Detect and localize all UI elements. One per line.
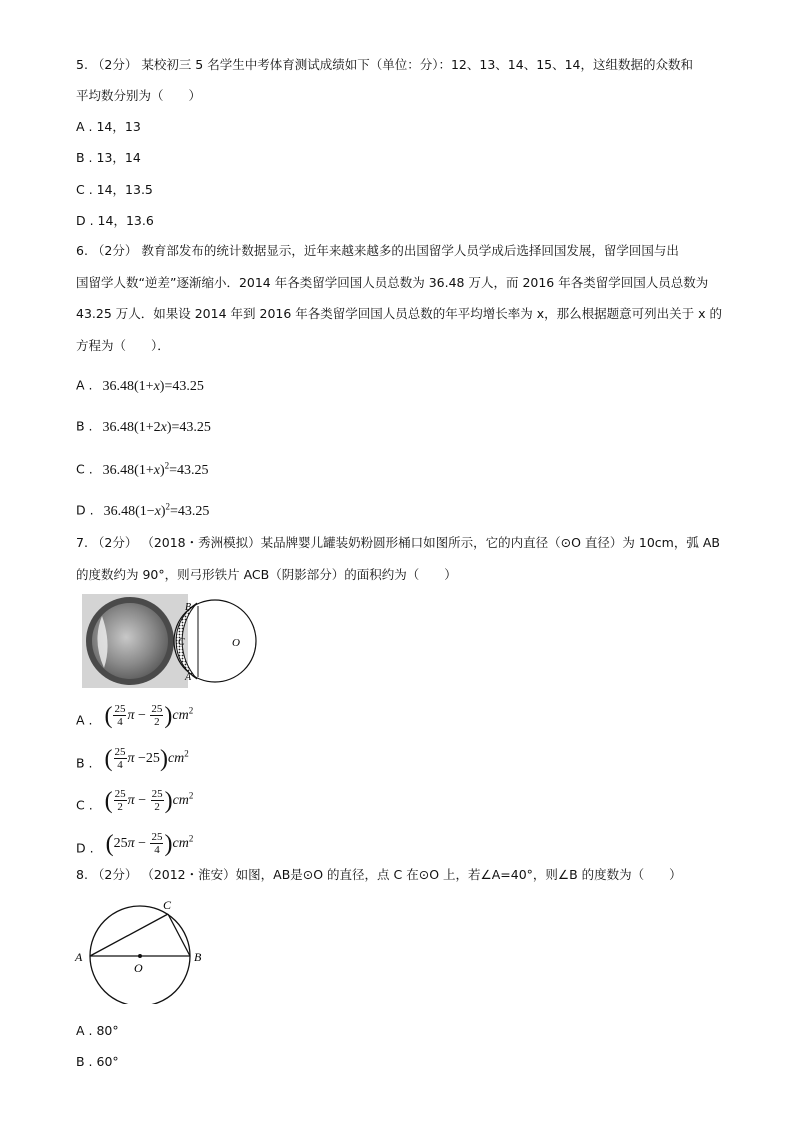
question-6-option-d: D . $36.48(1-x)^2=43.25$	[76, 501, 210, 519]
label-b: B	[185, 602, 192, 613]
equation-variable: x	[153, 378, 160, 394]
equation-inner: 1−	[139, 503, 155, 519]
equation-rhs: =43.25	[164, 378, 204, 394]
label-b: B	[194, 950, 202, 964]
option-letter: A .	[76, 712, 93, 728]
fraction: $\frac{25}{4}$	[151, 830, 163, 856]
question-5-line-1: 5. （2分） 某校初三 5 名学生中考体育测试成绩如下（单位：分）：12、13、14、15、14，这组数据的众数和	[76, 57, 694, 72]
question-7-line-1: 7. （2分） （2018・秀洲模拟）某品牌婴儿罐装奶粉圆形桶口如图所示，它的内直径（⊙O 直径）为 10cm，弧 AB	[76, 535, 720, 550]
question-8-option-a: A . 80°	[76, 1023, 119, 1038]
question-7-line-2: 的度数约为 90°，则弓形铁片 ACB（阴影部分）的面积约为（ ）	[76, 567, 457, 582]
chord-ac	[90, 914, 168, 956]
question-7-option-d: D . (25π − $\frac{25}{4}$ )$cm^2$	[76, 830, 194, 857]
question-5-option-c: C . 14，13.5	[76, 182, 153, 197]
equation-coefficient: 36.48	[102, 378, 134, 394]
label-c: C	[178, 637, 185, 648]
option-letter: D .	[76, 502, 94, 518]
label-a: A	[75, 950, 83, 964]
equation-rhs: =43.25	[170, 503, 210, 519]
equation-coefficient: 36.48	[102, 419, 135, 435]
label-o: O	[134, 961, 143, 975]
option-letter: B .	[76, 755, 93, 771]
option-letter: A .	[76, 377, 93, 393]
equation-variable: x	[153, 462, 160, 478]
question-6-option-a: A . 36.48(1+x)=43.25	[76, 377, 204, 394]
question-6-line-3: 43.25 万人．如果设 2014 年到 2016 年各类留学回国人员总数的年平均增长率为 x，那么根据题意可列出关于 x 的	[76, 306, 722, 321]
equation-rhs: =43.25	[171, 419, 211, 435]
question-6-line-1: 6. （2分） 教育部发布的统计数据显示，近年来越来越多的出国留学人员学成后选择回国发展，留学回国与出	[76, 243, 679, 258]
circle-diameter-figure	[72, 892, 212, 1004]
equation-rhs: =43.25	[169, 462, 209, 478]
label-c: C	[163, 898, 172, 912]
milk-can-figure	[82, 594, 260, 690]
question-5-line-2: 平均数分别为（ ）	[76, 88, 202, 103]
chord-cb	[168, 914, 190, 956]
equation-exponent: 2	[164, 460, 170, 470]
option-letter: D .	[76, 840, 94, 856]
equation-coefficient: 36.48	[103, 503, 136, 519]
question-6-option-c: C . $36.48(1+x)^2=43.25$	[76, 460, 209, 478]
question-5-option-a: A . 14，13	[76, 119, 141, 134]
equation-inner: 1+	[138, 462, 154, 478]
question-6-line-2: 国留学人数“逆差”逐渐缩小．2014 年各类留学回国人员总数为 36.48 万人，而 2016 年各类留学回国人员总数为	[76, 275, 709, 290]
fraction: $\frac{25}{4}$	[114, 745, 126, 771]
question-7-option-b: B . ( $\frac{25}{4}$ $\pi -25)cm^2$	[76, 745, 189, 772]
label-o: O	[232, 637, 240, 649]
equation-inner: 1+	[138, 378, 154, 394]
question-5-option-b: B . 13，14	[76, 150, 141, 165]
fraction: $\frac{25}{4}$	[114, 702, 126, 728]
fraction: $\frac{25}{2}$	[151, 702, 163, 728]
question-7-option-a: A . ( $\frac{25}{4}$ π − $\frac{25}{2}$ )$cm^2$	[76, 702, 194, 729]
center-point	[138, 954, 142, 958]
question-8-option-b: B . 60°	[76, 1054, 119, 1069]
option-letter: C .	[76, 797, 93, 813]
label-a: A	[185, 672, 192, 683]
option-letter: C .	[76, 461, 93, 477]
question-5-option-d: D . 14，13.6	[76, 213, 154, 228]
fraction: $\frac{25}{2}$	[151, 787, 163, 813]
equation-variable: x	[154, 503, 161, 519]
question-8-line-1: 8. （2分） （2012・淮安）如图，AB是⊙O 的直径，点 C 在⊙O 上，若∠A=40°，则∠B 的度数为（ ）	[76, 867, 682, 882]
equation-exponent: 2	[165, 501, 171, 511]
option-letter: B .	[76, 418, 93, 434]
question-6-option-b: B . 36.48(1+2x)=43.25	[76, 418, 211, 435]
fraction: $\frac{25}{2}$	[114, 787, 126, 813]
equation-inner: 1+2	[138, 419, 161, 435]
equation-variable: x	[160, 419, 167, 435]
equation-coefficient: 36.48	[102, 462, 135, 478]
question-7-option-c: C . ( $\frac{25}{2}$ π − $\frac{25}{2}$ )$cm^2$	[76, 787, 194, 814]
question-6-line-4: 方程为（ ）．	[76, 338, 170, 353]
